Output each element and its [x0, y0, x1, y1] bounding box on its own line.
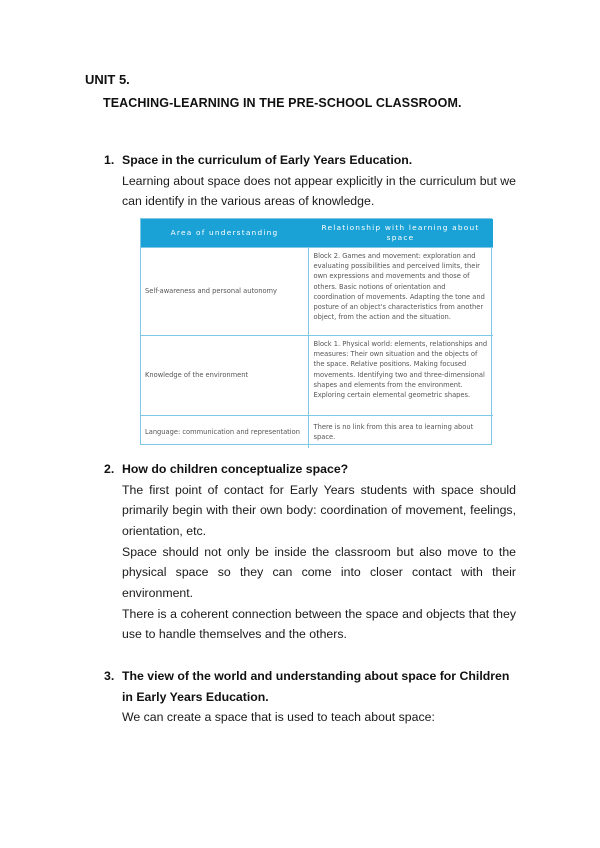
table-row [141, 248, 493, 336]
column-header-relationship: Relationship with learning about space [308, 219, 493, 248]
section-title: The view of the world and understanding about space for Children in Early Years Education. [122, 669, 510, 704]
section-number: 2. [104, 462, 115, 476]
section-number: 3. [104, 669, 115, 683]
column-header-area: Area of understanding [141, 219, 308, 248]
section-1 [104, 150, 516, 212]
paragraph: There is a coherent connection between the space and objects that they use to handle themselves and the others. [122, 606, 516, 642]
table-cell-relationship: Block 1. Physical world: elements, relationships and measures: Their own situation and the objects of the space. Relative positions. Making focused movements. Identifying two and three-dimensional shapes and elements from the environment. Exploring certain elemental geometric shapes. [308, 336, 493, 416]
section-number: 1. [104, 153, 115, 167]
section-title: How do children conceptualize space? [122, 462, 349, 476]
section-title: Space in the curriculum of Early Years Education. [122, 153, 413, 167]
table-row [141, 336, 493, 416]
understanding-table [140, 218, 492, 445]
paragraph: We can create a space that is used to teach about space: [122, 710, 435, 724]
table-cell-area: Knowledge of the environment [141, 336, 308, 416]
unit-label: UNIT 5. [85, 72, 130, 87]
table-cell-area: Self-awareness and personal autonomy [141, 248, 308, 336]
section-heading [104, 666, 516, 707]
table-row [141, 416, 493, 448]
paragraph: Space should not only be inside the classroom but also move to the physical space so they can come into closer contact with their environment. [122, 544, 516, 601]
section-3 [104, 666, 516, 728]
table-cell-relationship: Block 2. Games and movement: exploration and evaluating possibilities and perceived limits, their own expressions and movements and those of others. Basic notions of orientation and coordination of movements. Adapting the tone and posture of an object's characteristics from another object, from the action and the situation. [308, 248, 493, 336]
paragraph: The first point of contact for Early Years students with space should primarily begin with their own body: coordination of movement, feelings, orientation, etc. [122, 482, 516, 538]
table-cell-area: Language: communication and representation [141, 416, 308, 448]
paragraph: Learning about space does not appear explicitly in the curriculum but we can identify in the various areas of knowledge. [122, 173, 516, 209]
table-cell-relationship: There is no link from this area to learning about space. [308, 416, 493, 448]
table-header-row [141, 219, 493, 248]
section-2 [104, 459, 516, 645]
section-heading [104, 459, 516, 480]
page-title: TEACHING-LEARNING IN THE PRE-SCHOOL CLASSROOM. [103, 96, 462, 110]
section-heading [104, 150, 516, 171]
